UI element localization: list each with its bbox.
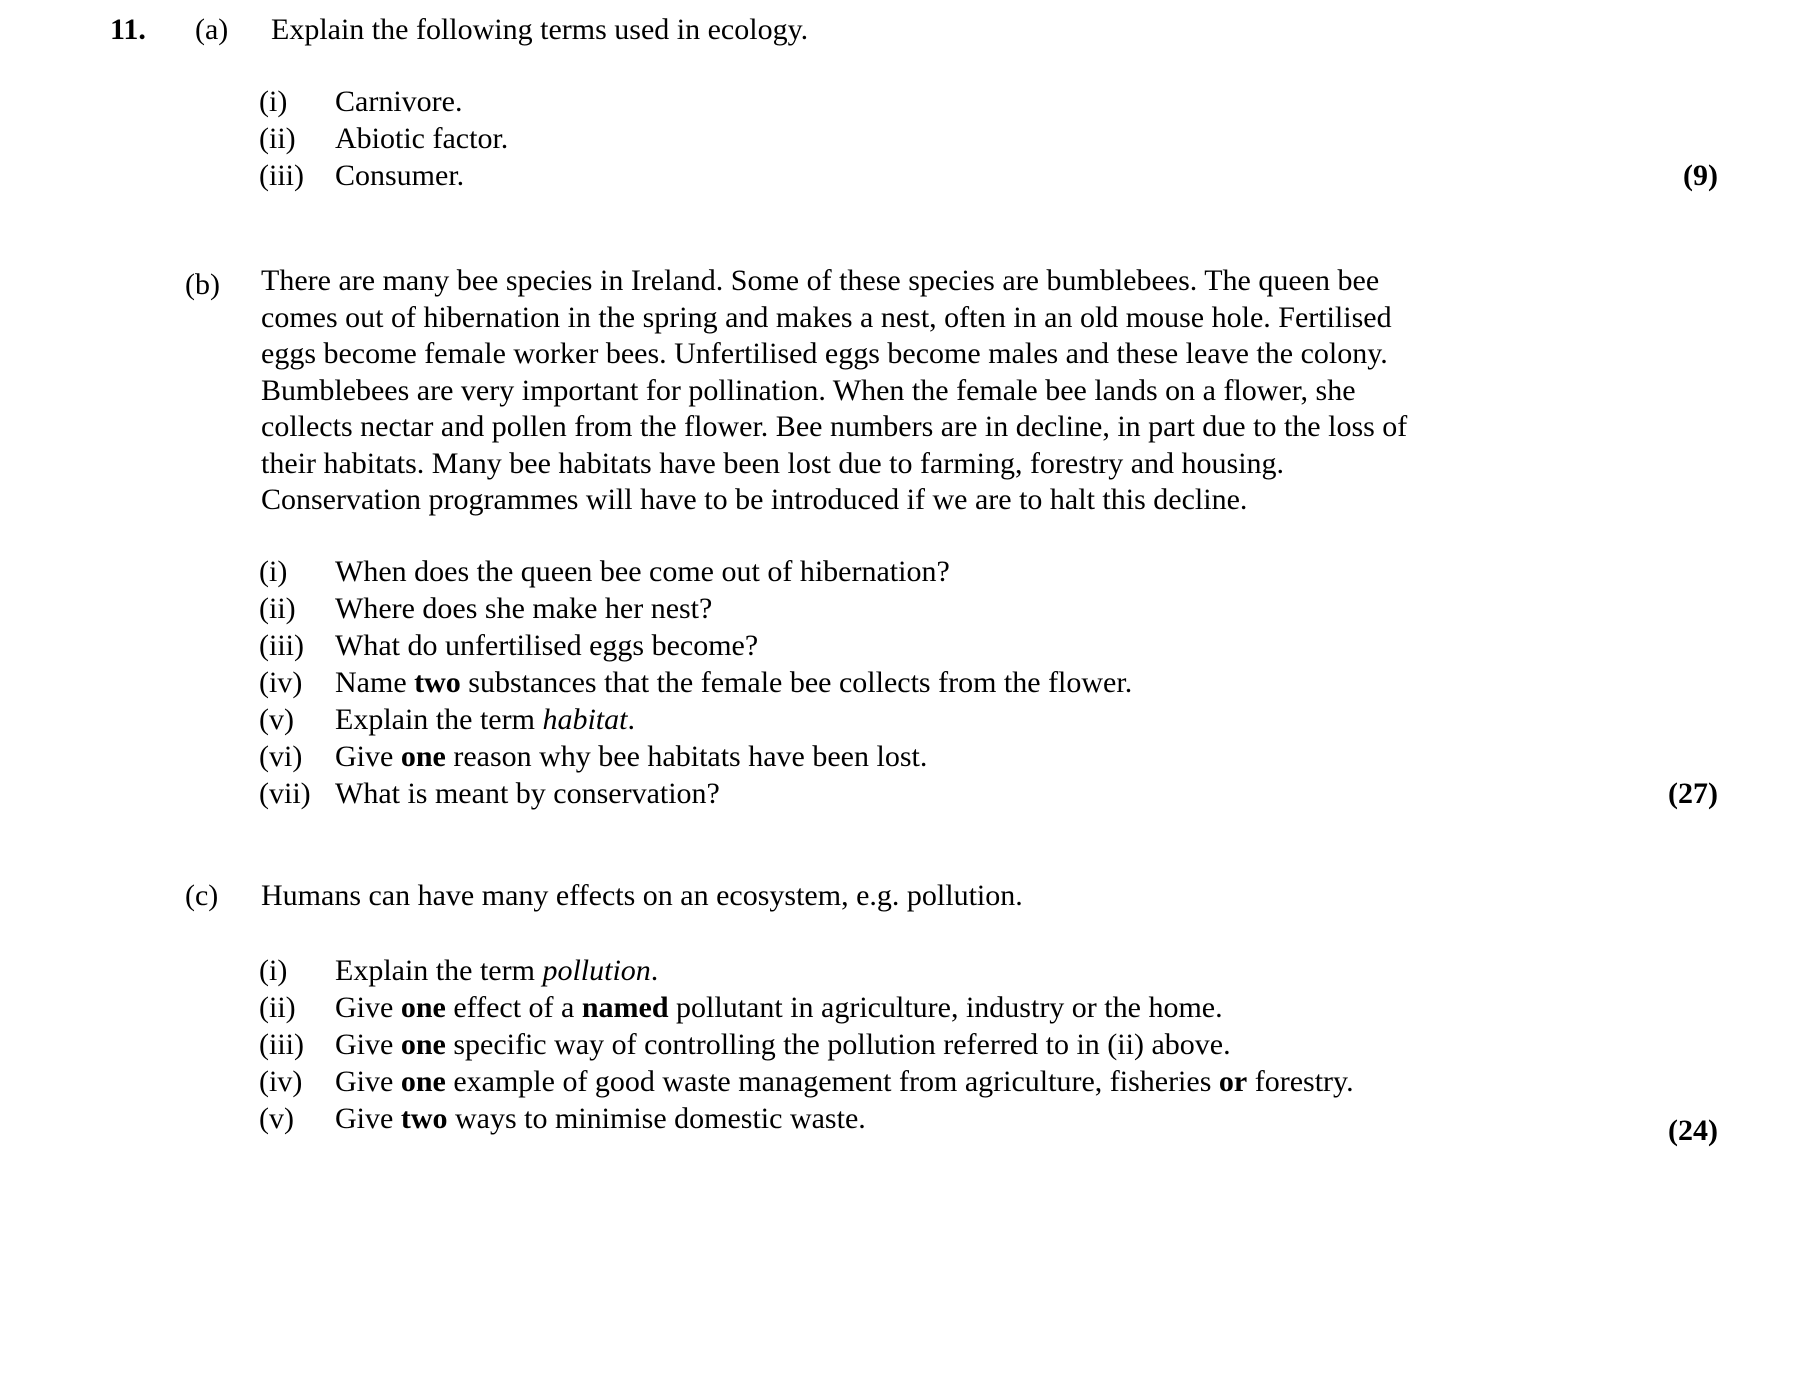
- sub-item-roman: (iii): [259, 159, 304, 192]
- marks-part-b: (27): [1668, 777, 1718, 810]
- sub-item-emphasis: two: [400, 1102, 448, 1135]
- sub-item-roman: (i): [259, 954, 288, 987]
- question-number-text: 11.: [110, 13, 146, 46]
- sub-item-text-post: ways to minimise domestic waste.: [447, 1102, 866, 1135]
- sub-item-text: [335, 701, 1818, 738]
- sub-item-text: [335, 1026, 1818, 1063]
- list-item: [259, 775, 1818, 812]
- part-c-block: [0, 874, 1818, 917]
- list-item: [259, 1026, 1818, 1063]
- part-a-stem: Explain the following terms used in ecology.: [271, 13, 809, 46]
- sub-item-text-pre: Give: [335, 740, 401, 773]
- sub-item-text-pre: Explain the term: [335, 954, 543, 987]
- sub-item-roman: (ii): [259, 991, 296, 1024]
- list-item: [259, 664, 1818, 701]
- list-item: [259, 738, 1818, 775]
- part-a-block: [0, 8, 1818, 51]
- part-c-sub-list: [0, 952, 1818, 1137]
- list-item: [259, 83, 1818, 120]
- sub-item-text-pre: Give: [335, 991, 401, 1024]
- list-item: [259, 627, 1818, 664]
- sub-item-text: [335, 775, 1818, 812]
- part-b-paragraph: There are many bee species in Ireland. Some of these species are bumblebees. The queen bee comes out of hibernation in the spring and makes a nest, often in an old mouse hole. Fertilised eggs become female worker bees. Unfertilised eggs become males and these leave the colony. Bumblebees are very important for pollination. When the female bee lands on a flower, she collects nectar and pollen from the flower. Bee numbers are in decline, in part due to the loss of their habitats. Many bee habitats have been lost due to farming, forestry and housing. Conservation programmes will have to be introduced if we are to halt this decline.: [261, 264, 1408, 516]
- sub-item-text-pre: When does the queen bee come out of hibernation?: [335, 555, 950, 588]
- marks-part-c: (24): [1668, 1114, 1718, 1147]
- sub-item-roman: (i): [259, 85, 288, 118]
- part-b-items: [0, 553, 1818, 812]
- part-c-items: [0, 952, 1818, 1137]
- sub-item-text: [335, 952, 1818, 989]
- sub-item-emphasis: one: [400, 740, 446, 773]
- sub-item-roman: (iv): [259, 666, 303, 699]
- sub-item-roman: (iii): [259, 629, 304, 662]
- sub-item-text-post: specific way of controlling the pollution referred to in (ii) above.: [445, 1028, 1231, 1061]
- sub-item-italic-term: pollution: [542, 954, 651, 987]
- part-a-items: [0, 83, 1818, 194]
- sub-item-text-pre: Give: [335, 1065, 401, 1098]
- list-item: [259, 1063, 1818, 1100]
- sub-item-text: [335, 1100, 1818, 1137]
- sub-item-text: [335, 553, 1818, 590]
- sub-item-text-post: substances that the female bee collects from the flower.: [460, 666, 1133, 699]
- sub-item-emphasis: two: [414, 666, 461, 699]
- sub-item-text-post2: pollutant in agriculture, industry or the home.: [668, 991, 1223, 1024]
- sub-item-roman: (iv): [259, 1065, 303, 1098]
- sub-item-roman: (i): [259, 555, 288, 588]
- sub-item-roman: (ii): [259, 592, 296, 625]
- part-b-block: [0, 263, 1818, 519]
- part-b-label: (b): [185, 268, 220, 301]
- sub-item-text: [335, 1063, 1818, 1100]
- part-a-stem-row: [0, 8, 1818, 51]
- sub-item-text-pre: Name: [335, 666, 415, 699]
- marks-part-a: (9): [1683, 159, 1718, 192]
- part-c-stem-row: [0, 874, 1818, 917]
- list-item: [259, 952, 1818, 989]
- part-c-label: (c): [185, 879, 219, 912]
- sub-item-text: Consumer.: [335, 159, 465, 192]
- part-a-sub-list: [0, 83, 1818, 194]
- sub-item-roman: (iii): [259, 1028, 304, 1061]
- list-item: [259, 553, 1818, 590]
- sub-item-text-pre: What do unfertilised eggs become?: [335, 629, 759, 662]
- sub-item-text-pre: Explain the term: [335, 703, 543, 736]
- sub-item-text-pre: Give: [335, 1102, 401, 1135]
- sub-item-text: [335, 664, 1818, 701]
- list-item: [259, 590, 1818, 627]
- sub-item-text-post: effect of a: [445, 991, 582, 1024]
- sub-item-roman: (ii): [259, 122, 296, 155]
- list-item: [259, 701, 1818, 738]
- sub-item-text: [335, 627, 1818, 664]
- sub-item-roman: (v): [259, 703, 294, 736]
- sub-item-emphasis-2: named: [581, 991, 669, 1024]
- sub-item-roman: (vi): [259, 740, 303, 773]
- sub-item-emphasis: one: [400, 1028, 446, 1061]
- part-b-stem-row: [0, 263, 1818, 519]
- sub-item-text-pre: What is meant by conservation?: [335, 777, 720, 810]
- sub-item-text-post2: forestry.: [1247, 1065, 1354, 1098]
- sub-item-roman: (vii): [259, 777, 311, 810]
- sub-item-text-pre: Give: [335, 1028, 401, 1061]
- sub-item-text: [335, 989, 1818, 1026]
- sub-item-text: Abiotic factor.: [335, 122, 509, 155]
- sub-item-roman: (v): [259, 1102, 294, 1135]
- sub-item-text-pre: Where does she make her nest?: [335, 592, 713, 625]
- sub-item-text-post: example of good waste management from agriculture, fisheries: [445, 1065, 1219, 1098]
- list-item: [259, 157, 1818, 194]
- part-a-label: (a): [195, 13, 229, 46]
- sub-item-emphasis-2: or: [1218, 1065, 1248, 1098]
- list-item: [259, 1100, 1818, 1137]
- sub-item-text-tail: .: [627, 703, 635, 736]
- sub-item-emphasis: one: [400, 991, 446, 1024]
- sub-item-text: Carnivore.: [335, 85, 463, 118]
- part-b-sub-list: [0, 553, 1818, 812]
- part-c-stem: Humans can have many effects on an ecosystem, e.g. pollution.: [261, 879, 1023, 912]
- sub-item-text-post: reason why bee habitats have been lost.: [445, 740, 928, 773]
- sub-item-text-tail: .: [650, 954, 659, 987]
- sub-item-italic-term: habitat: [542, 703, 628, 736]
- sub-item-emphasis: one: [400, 1065, 446, 1098]
- list-item: [259, 989, 1818, 1026]
- sub-item-text: [335, 590, 1818, 627]
- list-item: [259, 120, 1818, 157]
- question-number: [0, 8, 195, 51]
- sub-item-text: [335, 738, 1818, 775]
